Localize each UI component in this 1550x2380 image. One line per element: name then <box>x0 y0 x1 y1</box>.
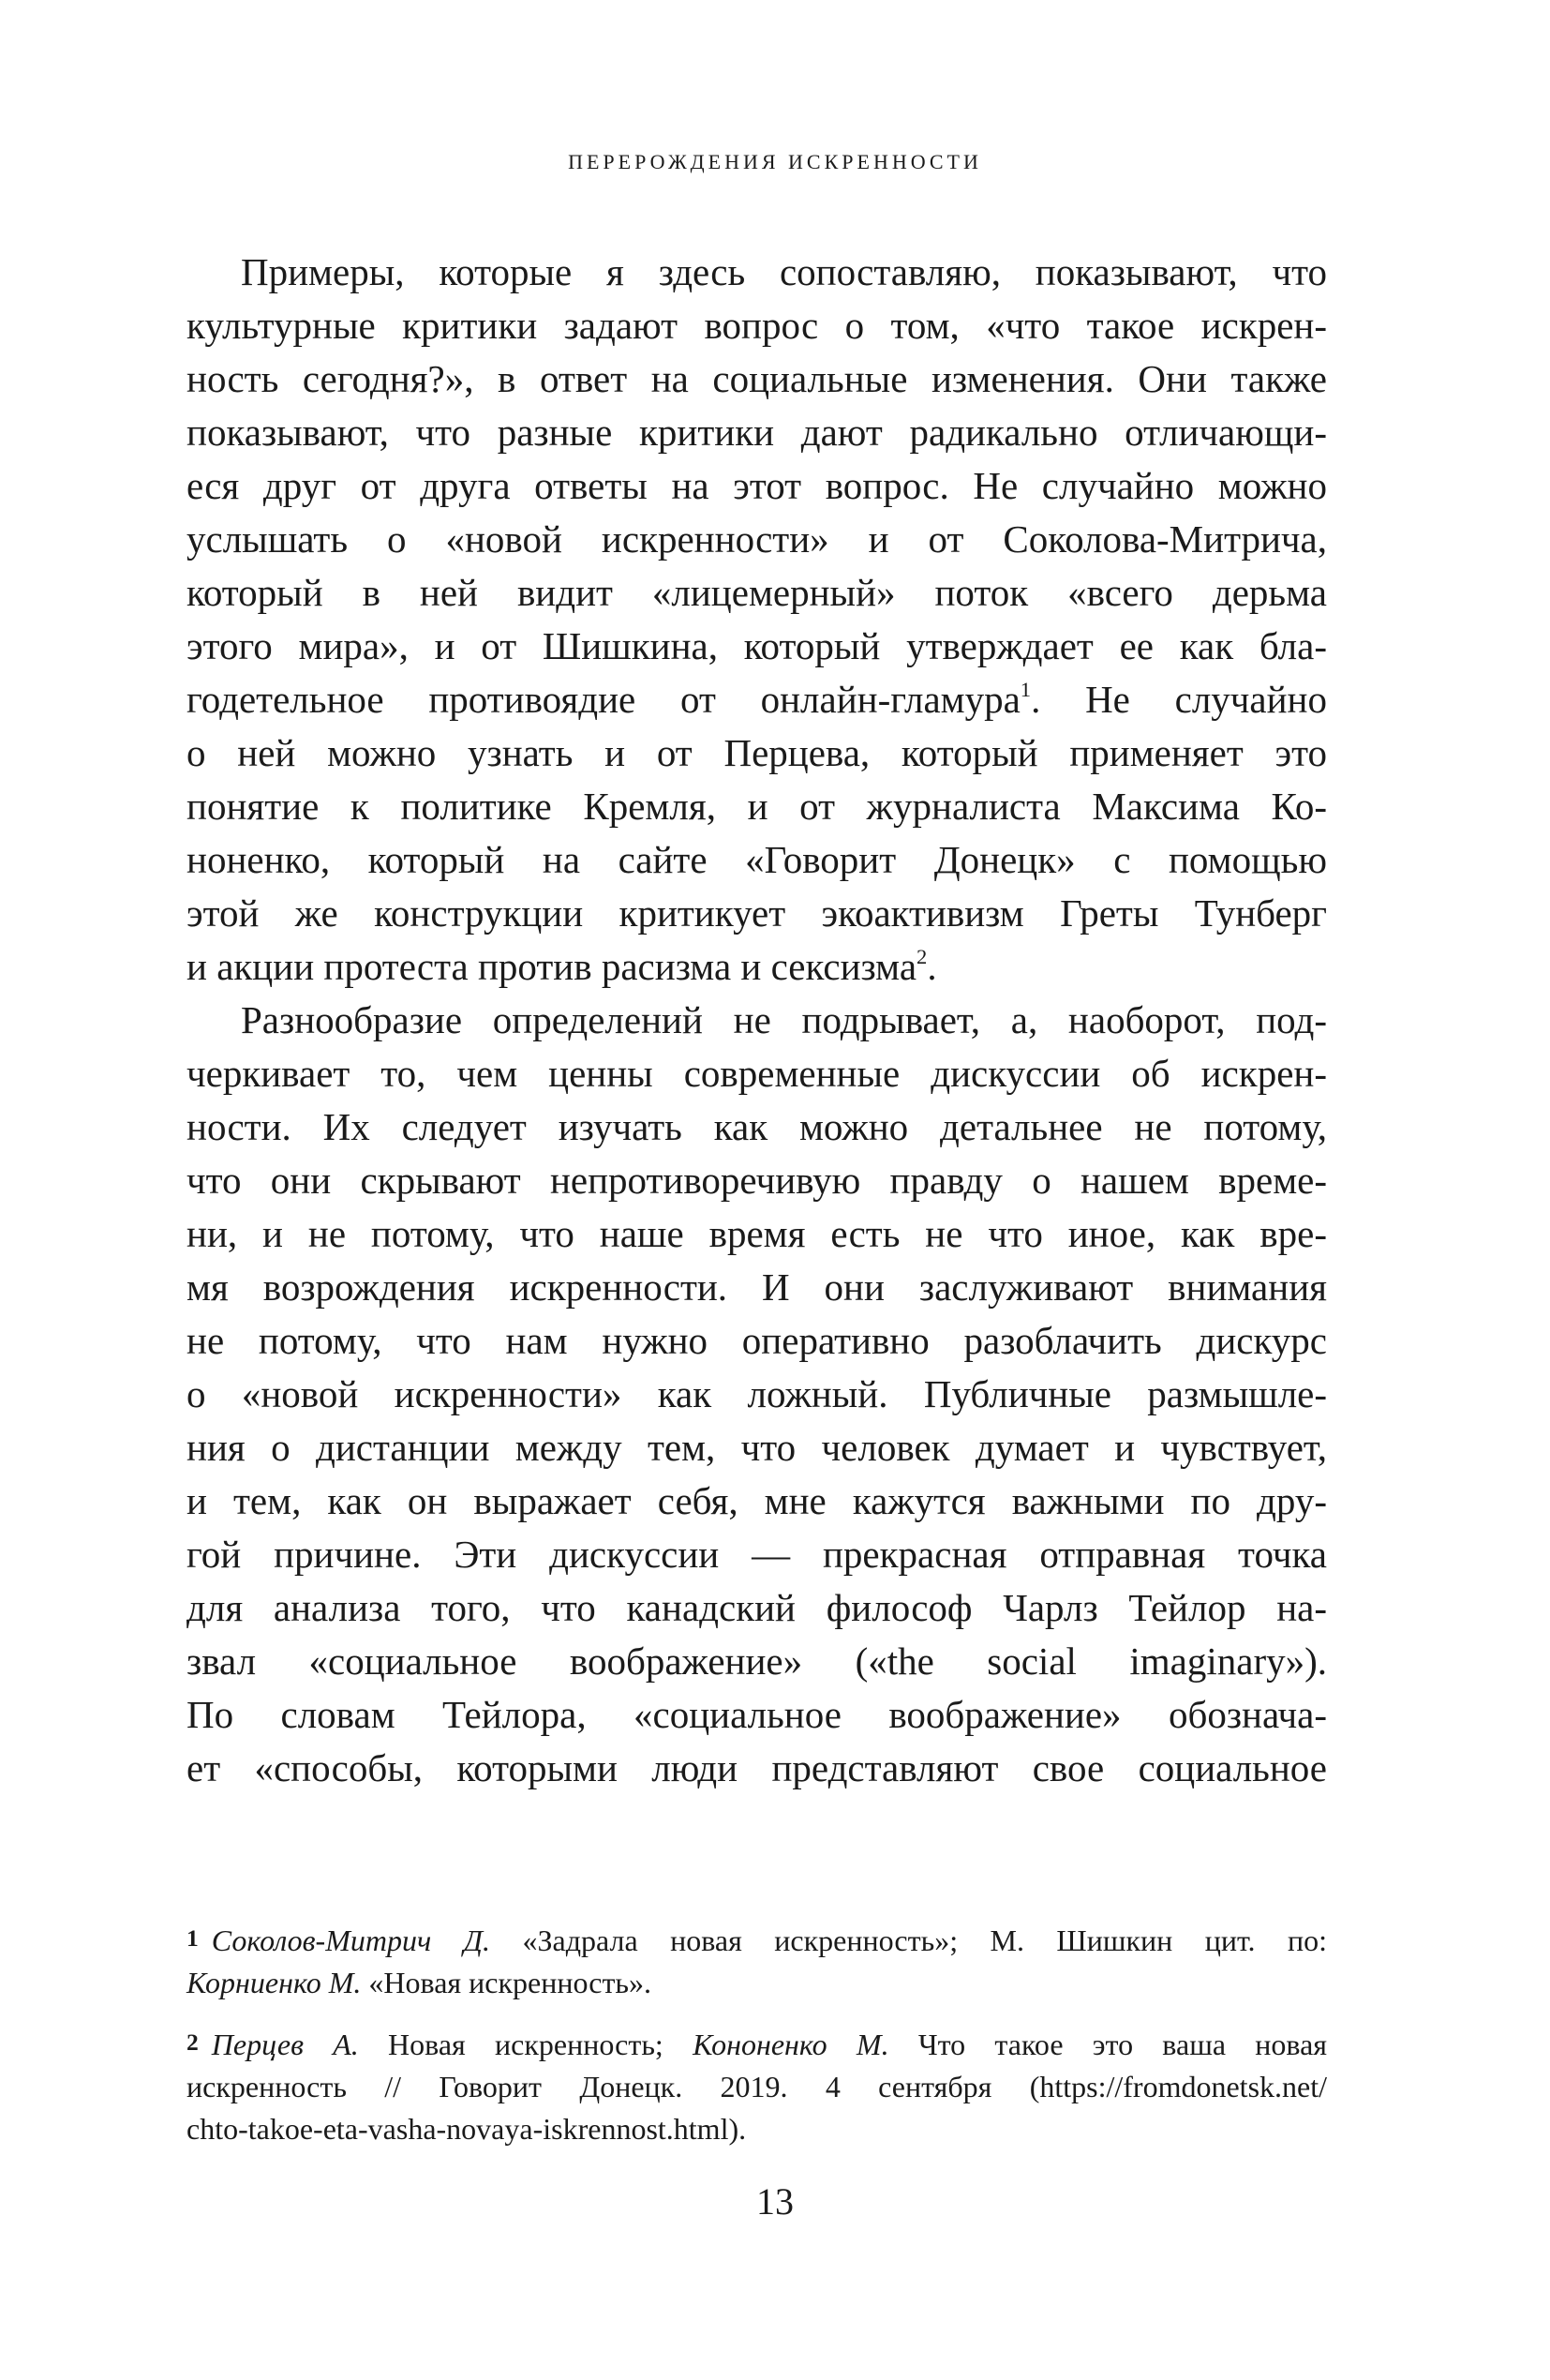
text-line <box>186 1047 1327 1100</box>
text-line <box>186 1261 1327 1314</box>
text-line <box>186 1688 1327 1742</box>
text-run: показывают, что разные критики дают радикально отличающи- <box>186 411 1327 454</box>
text-run: о ней можно узнать и от Перцева, который применяет это <box>186 731 1327 774</box>
text-run: «Задрала новая искренность»; М. Шишкин цит. по: <box>490 1923 1328 1958</box>
footnote-line <box>186 2108 1327 2150</box>
text-run: Разнообразие определений не подрывает, а, наоборот, под- <box>241 998 1327 1041</box>
footnote-line <box>186 1962 1327 2004</box>
text-line <box>186 1635 1327 1688</box>
text-line <box>186 994 1327 1047</box>
footnote-number: 2 <box>186 2028 199 2057</box>
body-text <box>186 246 1327 1795</box>
text-run: Что такое это ваша новая <box>888 2028 1328 2062</box>
footnote-line <box>186 2066 1327 2108</box>
text-line <box>186 406 1327 459</box>
text-run: черкивает то, чем ценны современные дискуссии об искрен- <box>186 1052 1327 1095</box>
text-line <box>186 246 1327 299</box>
text-line <box>186 780 1327 833</box>
text-run: культурные критики задают вопрос о том, «что такое искрен- <box>186 304 1327 347</box>
text-run: этого мира», и от Шишкина, который утверждает ее как бла- <box>186 624 1327 667</box>
text-run: «Новая искренность». <box>361 1966 652 2000</box>
text-line <box>186 352 1327 406</box>
text-line <box>186 1207 1327 1261</box>
text-run: понятие к политике Кремля, и от журналиста Максима Ко- <box>186 785 1327 828</box>
author-name: Кононенко М. <box>693 2028 889 2062</box>
author-name: Соколов-Митрич Д. <box>211 1923 491 1958</box>
text-run: этой же конструкции критикует экоактивизм Греты Тунберг <box>186 891 1327 935</box>
text-run: и акции протеста против расизма и сексизма <box>186 945 917 988</box>
text-run: Новая искренность; <box>358 2028 693 2062</box>
text-run: ноненко, который на сайте «Говорит Донецк» с помощью <box>186 838 1327 881</box>
footnote-line <box>186 1917 1327 1962</box>
text-run: что они скрывают непротиворечивую правду о нашем време- <box>186 1159 1327 1202</box>
text-line <box>186 940 1327 994</box>
footnote <box>186 1917 1327 2004</box>
text-line <box>186 1474 1327 1528</box>
text-run: ния о дистанции между тем, что человек думает и чувствует, <box>186 1426 1327 1469</box>
text-run: гой причине. Эти дискуссии — прекрасная отправная точка <box>186 1533 1327 1576</box>
text-run: ет «способы, которыми люди представляют свое социальное <box>186 1746 1327 1789</box>
text-run: искренность // Говорит Донецк. 2019. 4 сентября (https://fromdonetsk.net/ <box>186 2070 1327 2104</box>
text-run: еся друг от друга ответы на этот вопрос. Не случайно можно <box>186 464 1327 507</box>
text-run: ни, и не потому, что наше время есть не что иное, как вре- <box>186 1212 1327 1255</box>
text-run: . Не случайно <box>1031 678 1327 721</box>
text-run: не потому, что нам нужно оперативно разоблачить дискурс <box>186 1319 1327 1362</box>
text-line <box>186 1154 1327 1207</box>
running-head: ПЕРЕРОЖДЕНИЯ ИСКРЕННОСТИ <box>568 150 982 173</box>
text-line <box>186 726 1327 780</box>
text-line <box>186 620 1327 673</box>
footnote-ref: 1 <box>1020 678 1032 702</box>
text-line <box>186 673 1327 726</box>
footnote <box>186 2021 1327 2150</box>
text-run: Примеры, которые я здесь сопоставляю, показывают, что <box>241 250 1327 293</box>
text-run: годетельное противоядие от онлайн-гламура <box>186 678 1021 721</box>
author-name: Корниенко М. <box>186 1966 362 2000</box>
text-line <box>186 887 1327 940</box>
text-run: который в ней видит «лицемерный» поток «всего дерьма <box>186 571 1327 614</box>
text-run: chto-takoe-eta-vasha-novaya-iskrennost.html). <box>186 2112 747 2147</box>
text-line <box>186 566 1327 620</box>
text-run: о «новой искренности» как ложный. Публичные размышле- <box>186 1372 1327 1415</box>
text-line <box>186 1314 1327 1368</box>
text-run: ности. Их следует изучать как можно детальнее не потому, <box>186 1105 1327 1148</box>
footnote-ref: 2 <box>917 945 928 969</box>
text-run: звал «социальное воображение» («the social imaginary»). <box>186 1639 1327 1683</box>
text-line <box>186 1421 1327 1474</box>
text-run: мя возрождения искренности. И они заслуживают внимания <box>186 1265 1327 1309</box>
text-line <box>186 1368 1327 1421</box>
text-line <box>186 1742 1327 1795</box>
text-line <box>186 1100 1327 1154</box>
text-line <box>186 459 1327 513</box>
text-run: услышать о «новой искренности» и от Соколова-Митрича, <box>186 517 1327 561</box>
text-run: . <box>927 945 937 988</box>
page-number: 13 <box>756 2180 794 2223</box>
text-line <box>186 1581 1327 1635</box>
text-line <box>186 1528 1327 1581</box>
text-run: и тем, как он выражает себя, мне кажутся важными по дру- <box>186 1479 1327 1522</box>
author-name: Перцев А. <box>211 2028 359 2062</box>
text-run: для анализа того, что канадский философ Чарлз Тейлор на- <box>186 1586 1327 1629</box>
text-run: ность сегодня?», в ответ на социальные изменения. Они также <box>186 357 1327 400</box>
text-line <box>186 833 1327 887</box>
text-line <box>186 513 1327 566</box>
footnotes <box>186 1917 1327 2167</box>
text-run: По словам Тейлора, «социальное воображение» обознача- <box>186 1693 1327 1736</box>
footnote-number: 1 <box>186 1924 199 1952</box>
text-line <box>186 299 1327 352</box>
footnote-line <box>186 2021 1327 2066</box>
